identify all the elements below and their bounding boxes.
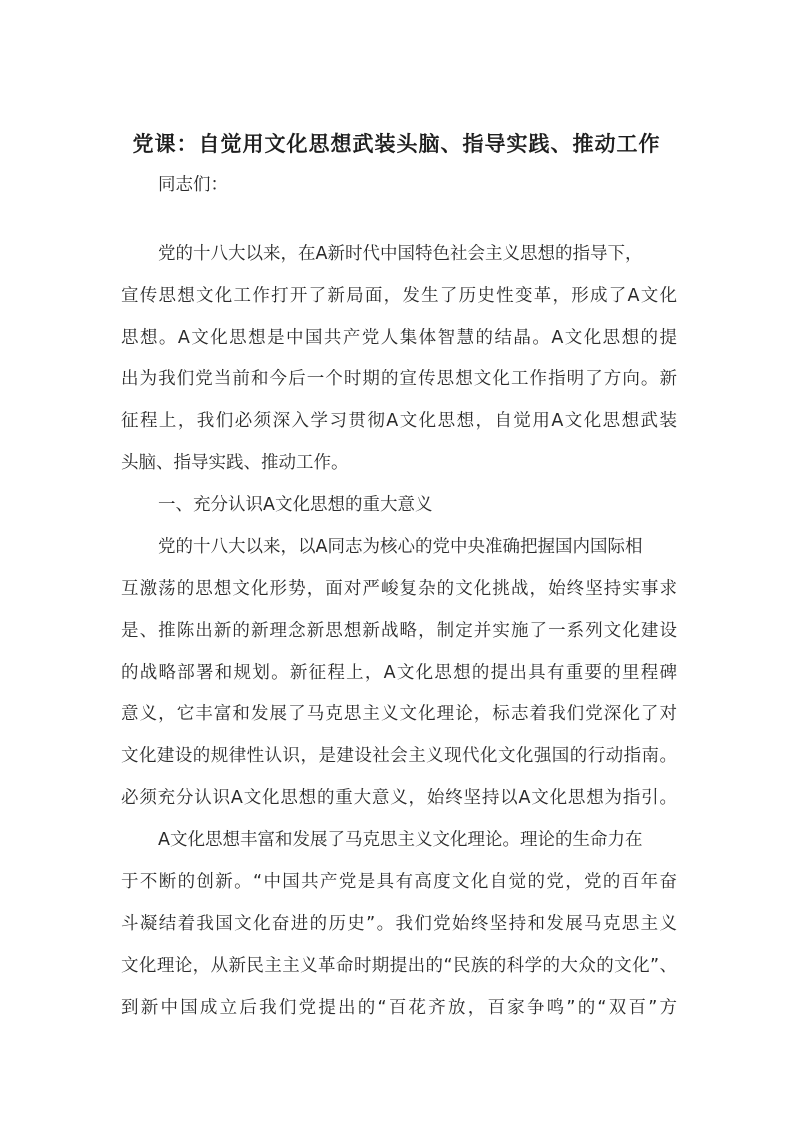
paragraph-line: 于不断的创新。“中国共产党是具有高度文化自觉的党，党的百年奋 [121,872,677,892]
paragraph-line: 党的十八大以来，在A新时代中国特色社会主义思想的指导下， [158,244,643,264]
paragraph-line: 宣传思想文化工作打开了新局面，发生了历史性变革，形成了A文化 [121,286,677,306]
paragraph-line: 文化理论，从新民主主义革命时期提出的“民族的科学的大众的文化”、 [121,956,677,976]
paragraph-line: 到新中国成立后我们党提出的“百花齐放，百家争鸣”的“双百”方 [121,998,677,1018]
paragraph-line: A文化思想丰富和发展了马克思主义文化理论。理论的生命力在 [158,830,643,850]
paragraph-line: 互激荡的思想文化形势，面对严峻复杂的文化挑战，始终坚持实事求 [121,579,677,599]
paragraph-line: 出为我们党当前和今后一个时期的宣传思想文化工作指明了方向。新 [121,369,677,389]
paragraph-line: 的战略部署和规划。新征程上，A文化思想的提出具有重要的里程碑 [121,663,677,683]
paragraph-line: 意义，它丰富和发展了马克思主义文化理论，标志着我们党深化了对 [121,704,677,724]
paragraph-line: 文化建设的规律性认识，是建设社会主义现代化文化强国的行动指南。 [121,746,677,766]
paragraph-line: 征程上，我们必须深入学习贯彻A文化思想，自觉用A文化思想武装 [121,411,677,431]
paragraph-line: 头脑、指导实践、推动工作。 [121,453,349,473]
paragraph-line: 思想。A文化思想是中国共产党人集体智慧的结晶。A文化思想的提 [121,328,677,348]
paragraph-line: 是、推陈出新的新理念新思想新战略，制定并实施了一系列文化建设 [121,621,677,641]
section-heading: 一、充分认识A文化思想的重大意义 [158,495,433,515]
paragraph-line: 斗凝结着我国文化奋进的历史”。我们党始终坚持和发展马克思主义 [121,914,677,934]
paragraph-line: 必须充分认识A文化思想的重大意义，始终坚持以A文化思想为指引。 [121,788,677,808]
paragraph-line: 党的十八大以来，以A同志为核心的党中央准确把握国内国际相 [158,537,643,557]
salutation: 同志们： [158,175,228,195]
document-title: 党课：自觉用文化思想武装头脑、指导实践、推动工作 [132,131,661,156]
